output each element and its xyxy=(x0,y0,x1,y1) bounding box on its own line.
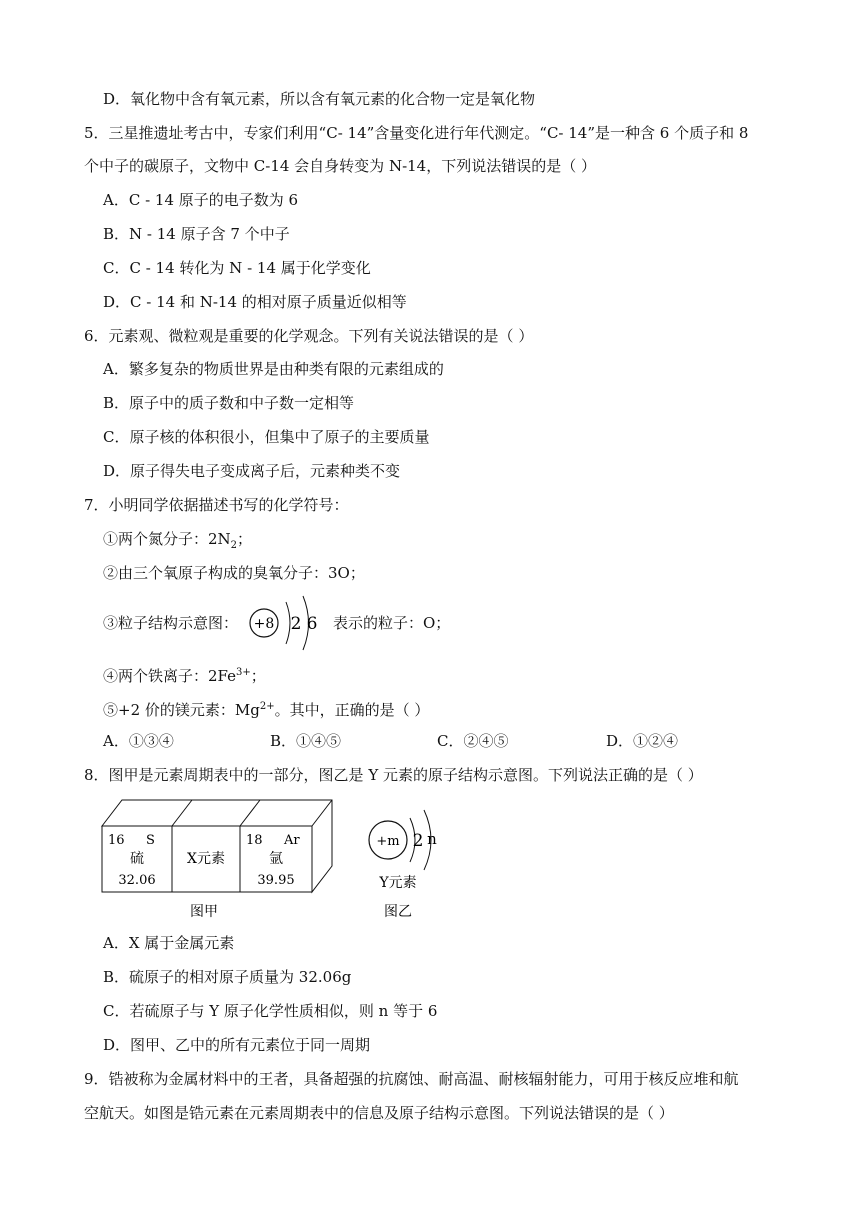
q7-option-c: C．②④⑤ xyxy=(437,732,509,750)
sulfur-name: 硫 xyxy=(130,851,144,867)
argon-symbol: Ar xyxy=(284,833,300,848)
q7-item-3-prefix: ③粒子结构示意图： xyxy=(103,614,239,632)
sulfur-symbol: S xyxy=(146,833,155,848)
q8-option-b: B．硫原子的相对原子质量为 32.06g xyxy=(103,968,352,986)
sulfur-number: 16 xyxy=(108,833,125,848)
q8-stem: 8．图甲是元素周期表中的一部分，图乙是 Y 元素的原子结构示意图。下列说法正确的是（ ） xyxy=(84,766,703,784)
q7-stem: 7．小明同学依据描述书写的化学符号： xyxy=(84,496,349,514)
atom-structure-diagram-o xyxy=(248,592,328,654)
y-electron-shell-2: n xyxy=(427,830,437,848)
q7-option-a: A．①③④ xyxy=(103,732,174,750)
q8-option-c: C．若硫原子与 Y 原子化学性质相似，则 n 等于 6 xyxy=(103,1002,438,1020)
nucleus-charge: +8 xyxy=(253,616,275,632)
q5-option-a: A．C - 14 原子的电子数为 6 xyxy=(103,191,299,209)
q6-option-d: D．原子得失电子变成离子后，元素种类不变 xyxy=(103,462,401,480)
periodic-table-figure xyxy=(98,796,338,922)
y-element-label: Y元素 xyxy=(379,875,417,891)
figure-a-caption: 图甲 xyxy=(190,904,218,920)
q7-item-4: ④两个铁离子：$2Fe^{3+}$； xyxy=(103,667,266,685)
electron-shell-1: 2 xyxy=(290,614,302,634)
q7-item-3-suffix: 表示的粒子：O； xyxy=(333,614,451,632)
q7-item-5: ⑤+2 价的镁元素：$Mg^{2+}$。其中，正确的是（ ） xyxy=(103,701,430,719)
q5-option-b: B．N - 14 原子含 7 个中子 xyxy=(103,225,290,243)
q6-option-c: C．原子核的体积很小，但集中了原子的主要质量 xyxy=(103,428,430,446)
x-element-name: X元素 xyxy=(187,851,225,867)
q7-item-1: ①两个氮分子：$2N_2$； xyxy=(103,530,253,551)
q9-stem-line2: 空航天。如图是锆元素在元素周期表中的信息及原子结构示意图。下列说法错误的是（ ） xyxy=(84,1104,674,1122)
q7-item-2: ②由三个氧原子构成的臭氧分子：3O； xyxy=(103,564,365,582)
argon-name: 氩 xyxy=(269,851,283,867)
q6-stem: 6．元素观、微粒观是重要的化学观念。下列有关说法错误的是（ ） xyxy=(84,327,534,345)
q8-option-a: A．X 属于金属元素 xyxy=(103,934,235,952)
y-electron-shell-1: 2 xyxy=(412,831,424,851)
y-nucleus-charge: +m xyxy=(376,834,400,849)
q5-option-c: C．C - 14 转化为 N - 14 属于化学变化 xyxy=(103,259,371,277)
q5-stem-line1: 5．三星推遗址考古中，专家们利用“C- 14”含量变化进行年代测定。“C- 14”是一种含 6 个质子和 8 xyxy=(84,124,749,142)
q6-option-b: B．原子中的质子数和中子数一定相等 xyxy=(103,394,355,412)
argon-number: 18 xyxy=(246,833,263,848)
q6-option-a: A．繁多复杂的物质世界是由种类有限的元素组成的 xyxy=(103,360,444,378)
argon-mass: 39.95 xyxy=(257,873,295,888)
q7-option-d: D．①②④ xyxy=(606,732,679,750)
q4-option-d: D．氧化物中含有氧元素，所以含有氧元素的化合物一定是氧化物 xyxy=(103,90,536,108)
electron-shell-2: 6 xyxy=(306,614,318,634)
q7-option-b: B．①④⑤ xyxy=(270,732,342,750)
q8-option-d: D．图甲、乙中的所有元素位于同一周期 xyxy=(103,1036,371,1054)
q5-option-d: D．C - 14 和 N-14 的相对原子质量近似相等 xyxy=(103,293,407,311)
q9-stem-line1: 9．锆被称为金属材料中的王者，具备超强的抗腐蚀、耐高温、耐核辐射能力，可用于核反应堆和航 xyxy=(84,1070,739,1088)
q5-stem-line2: 个中子的碳原子，文物中 C-14 会自身转变为 N-14，下列说法错误的是（ ） xyxy=(84,157,596,175)
sulfur-mass: 32.06 xyxy=(118,873,156,888)
figure-b-caption: 图乙 xyxy=(384,904,412,920)
y-atom-structure-diagram xyxy=(362,798,452,922)
